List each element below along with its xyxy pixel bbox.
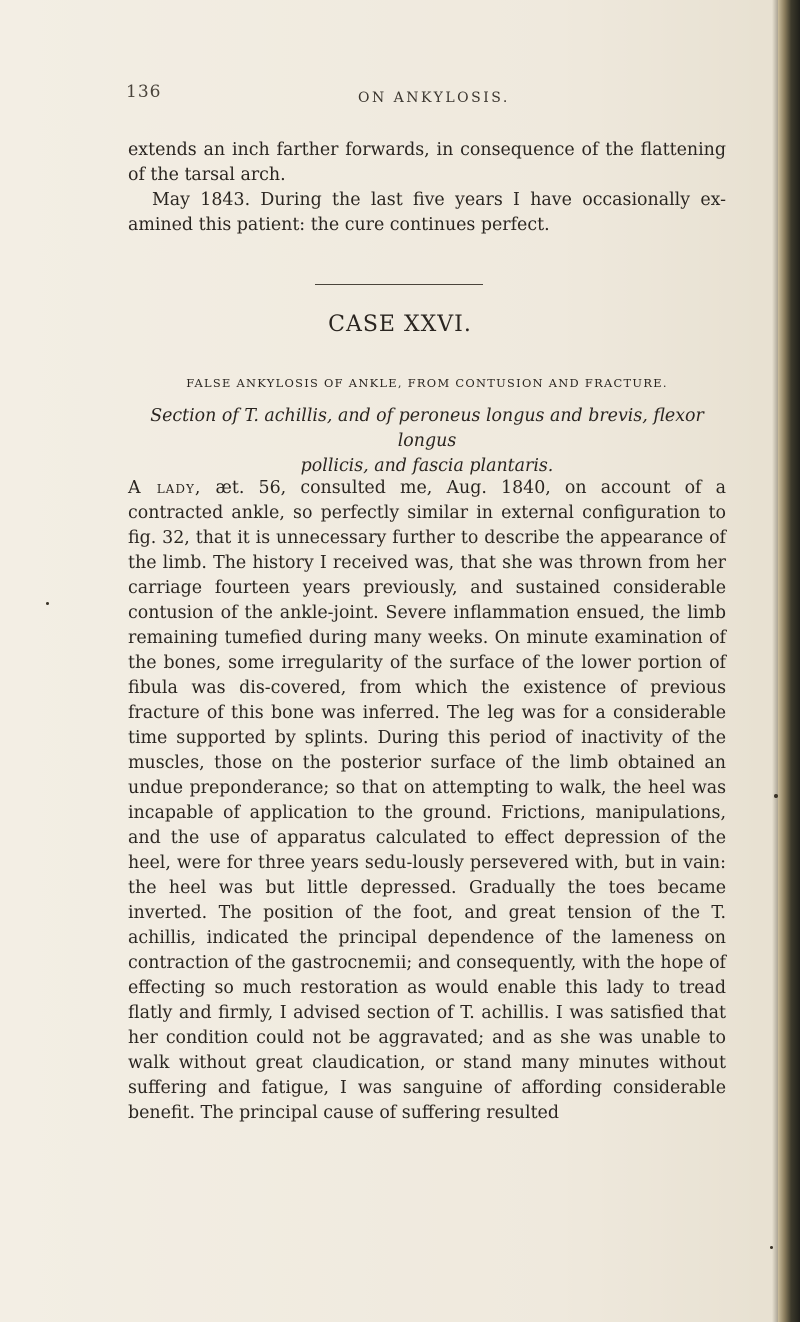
intro-text — [128, 138, 726, 238]
page-number: 136 — [126, 82, 162, 102]
running-head: ON ANKYLOSIS. — [358, 90, 510, 106]
intro-paragraph-1: extends an inch farther forwards, in consequence of the flattening of the tarsal arch. — [128, 140, 726, 185]
intro-paragraph-2: May 1843. During the last five years I have occasionally ex-amined this patient: the cure continues perfect. — [128, 190, 726, 235]
print-speck — [774, 794, 778, 798]
case-title: CASE XXVI. — [328, 312, 472, 337]
page-edge — [778, 0, 800, 1322]
section-heading-line-2: pollicis, and fascia plantaris. — [300, 456, 554, 476]
print-speck — [46, 602, 49, 605]
case-body-text: æt. 56, consulted me, Aug. 1840, on account of a contracted ankle, so perfectly similar in external configuration to fig. 32, that it is unnecessary further to describe the appearance of the limb. The history I received was, that she was thrown from her carriage fourteen years previously, and sustained considerable contusion of the ankle-joint. Severe inflammation ensued, the limb remaining tumefied during many weeks. On minute examination of the bones, some irregularity of the surface of the lower portion of fibula was dis-covered, from which the existence of previous fracture of this bone was inferred. The leg was for a considerable time supported by splints. During this period of inactivity of the muscles, those on the posterior surface of the limb obtained an undue preponderance; so that on attempting to walk, the heel was incapable of application to the ground. Frictions, manipulations, and the use of apparatus calculated to effect depression of the heel, were for three years sedu-lously persevered with, but in vain: the heel was but little depressed. Gradually the toes became inverted. The position of the foot, and great tension of the T. achillis, indicated the principal dependence of the lameness on contraction of the gastrocnemii; and consequently, with the hope of effecting so much restoration as would enable this lady to tread flatly and firmly, I advised section of T. achillis. I was satisfied that her condition could not be aggravated; and as she was unable to walk without great claudication, or stand many minutes without suffering and fatigue, I was sanguine of affording considerable benefit. The principal cause of suffering resulted — [128, 478, 726, 1123]
section-heading — [128, 404, 726, 479]
case-lead-smallcaps: A lady, — [128, 478, 202, 498]
section-heading-line-1: Section of T. achillis, and of peroneus longus and brevis, flexor longus — [150, 406, 704, 451]
case-subtitle: FALSE ANKYLOSIS OF ANKLE, FROM CONTUSION AND FRACTURE. — [186, 376, 668, 390]
section-divider — [315, 284, 483, 285]
case-body-paragraph — [128, 476, 726, 1126]
case-body — [128, 476, 726, 1126]
print-speck — [770, 1246, 773, 1249]
